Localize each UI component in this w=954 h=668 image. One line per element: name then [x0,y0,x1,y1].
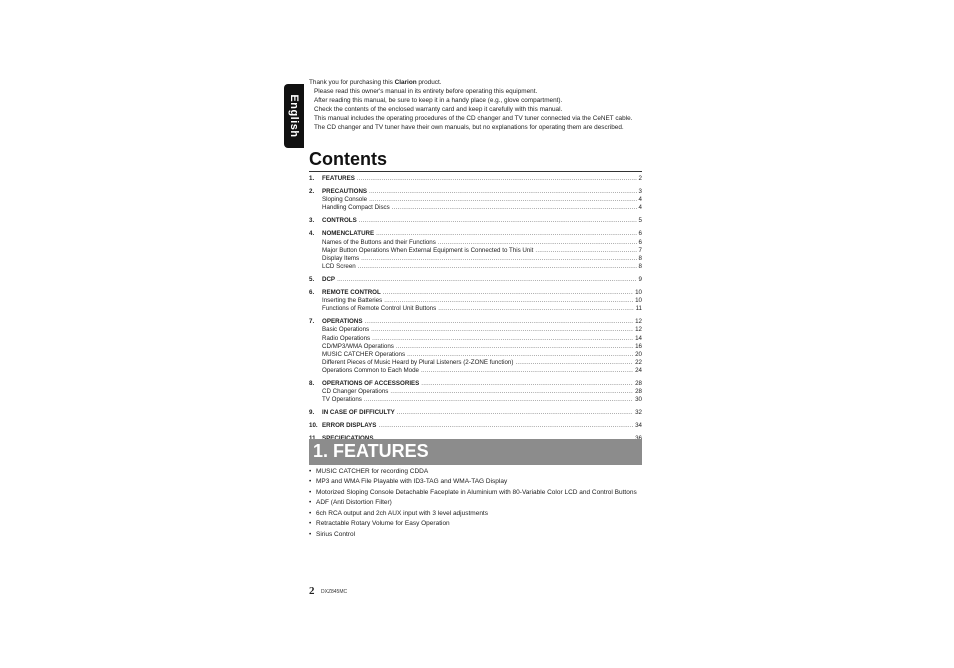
feature-item [309,489,642,498]
intro-line-3: After reading this manual, be sure to keep it in a handy place (e.g., glove compartment). [314,97,563,104]
toc-leader-dots [390,388,633,396]
toc-subentry-page: 7 [638,246,642,254]
toc-subentry-title: Inserting the Batteries [322,297,383,305]
toc-entry-title: OPERATIONS OF ACCESSORIES [322,379,420,387]
toc-subentry[interactable] [309,239,642,247]
toc-entry-number: 2. [309,188,315,196]
toc-leader-dots [438,305,633,313]
toc-subentry[interactable] [309,305,642,313]
intro-text [309,78,644,132]
toc-subentry-title: CD/MP3/WMA Operations [322,342,394,350]
toc-leader-dots [359,217,637,225]
bullet-icon: • [309,478,312,486]
table-of-contents [309,175,642,449]
toc-section [309,289,642,313]
toc-section [309,380,642,404]
toc-leader-dots [357,175,637,183]
toc-section [309,422,642,430]
toc-subentry-page: 4 [638,204,642,212]
toc-subentry-page: 22 [635,358,642,366]
feature-text: ADF (Anti Distortion Filter) [316,499,392,507]
toc-subentry-title: Display Items [322,254,360,262]
toc-subentry[interactable] [309,255,642,263]
toc-subentry[interactable] [309,247,642,255]
toc-subentry-page: 14 [635,334,642,342]
toc-subentry-title: Radio Operations [322,334,371,342]
feature-text: Sirius Control [316,530,356,538]
toc-entry[interactable] [309,318,642,326]
feature-item [309,510,642,519]
toc-leader-dots [364,318,633,326]
toc-entry-title: DCP [322,275,336,283]
toc-leader-dots [438,239,637,247]
toc-leader-dots [372,335,633,343]
toc-entry-page: 12 [635,318,642,326]
toc-subentry[interactable] [309,351,642,359]
toc-entry[interactable] [309,289,642,297]
toc-entry-number: 1. [309,175,315,182]
toc-subentry-page: 16 [635,342,642,350]
toc-entry-page: 5 [638,217,642,225]
bullet-icon: • [309,468,312,475]
toc-subentry-page: 6 [638,238,642,246]
feature-item [309,499,642,508]
intro-line-5: This manual includes the operating procedures of the CD changer and TV tuner connected via the CeNET cable. The CD changer and TV tuner have their own manuals, but no explanations for operating them are described. [314,115,633,131]
toc-leader-dots [407,351,633,359]
bullet-icon: • [309,499,312,507]
features-heading: 1. FEATURES [313,441,429,461]
toc-leader-dots [358,263,637,271]
feature-item [309,531,642,540]
toc-subentry-page: 28 [635,388,642,396]
toc-subentry-title: Different Pieces of Music Heard by Plural Listeners (2-ZONE function) [322,358,514,366]
toc-entry-title: ERROR DISPLAYS [322,422,377,430]
toc-entry-number: 7. [309,318,315,326]
toc-subentry-page: 10 [635,297,642,305]
model-code: DXZ845MC [321,589,348,595]
toc-entry-page: 32 [635,409,642,417]
toc-subentry-title: Major Button Operations When External Equipment is Connected to This Unit [322,246,534,254]
toc-entry-page: 2 [638,175,642,182]
toc-entry[interactable] [309,276,642,284]
toc-entry-number: 4. [309,230,315,238]
toc-entry-page: 34 [635,422,642,430]
toc-section [309,217,642,225]
toc-entry-title: IN CASE OF DIFFICULTY [322,409,395,417]
toc-subentry-title: Functions of Remote Control Unit Buttons [322,305,437,313]
feature-item [309,468,642,477]
toc-subentry-title: CD Changer Operations [322,388,389,396]
bullet-icon: • [309,520,312,528]
toc-subentry-title: Names of the Buttons and their Functions [322,238,436,246]
toc-subentry-page: 8 [638,254,642,262]
toc-leader-dots [361,255,636,263]
toc-entry-title: REMOTE CONTROL [322,289,381,297]
toc-subentry-page: 4 [638,196,642,204]
toc-entry[interactable] [309,409,642,417]
toc-leader-dots [392,204,637,212]
toc-entry-number: 9. [309,409,315,417]
toc-section [309,188,642,212]
intro-line-2: Please read this owner's manual in its entirety before operating this equipment. [314,88,538,95]
toc-entry-title: OPERATIONS [322,318,363,326]
toc-subentry-page: 24 [635,366,642,374]
toc-entry-title: CONTROLS [322,217,357,225]
toc-leader-dots [535,247,636,255]
brand-name: Clarion [394,79,417,86]
toc-leader-dots [421,367,633,375]
toc-entry-title: PRECAUTIONS [322,188,368,196]
toc-subentry[interactable] [309,297,642,305]
toc-entry-title: FEATURES [322,175,355,182]
toc-subentry-page: 8 [638,262,642,270]
toc-section [309,175,642,183]
features-heading-bar [309,439,642,465]
toc-subentry-title: TV Operations [322,396,362,404]
toc-leader-dots [376,230,636,238]
toc-subentry[interactable] [309,388,642,396]
feature-text: Motorized Sloping Console Detachable Faceplate in Aluminium with 80-Variable Color LCD and Control Buttons [316,488,637,496]
toc-entry-number: 10. [309,422,318,430]
toc-subentry-page: 20 [635,350,642,358]
toc-entry-page: 9 [638,275,642,283]
language-tab-label: English [288,94,300,138]
toc-entry[interactable] [309,175,642,183]
toc-leader-dots [384,297,633,305]
bullet-icon: • [309,509,312,517]
toc-leader-dots [369,188,637,196]
toc-entry-number: 8. [309,379,315,387]
toc-subentry[interactable] [309,396,642,404]
toc-subentry[interactable] [309,263,642,271]
toc-subentry-page: 12 [635,326,642,334]
feature-item [309,478,642,487]
page-number: 2 [309,585,315,597]
toc-subentry-title: Handling Compact Discs [322,204,390,212]
toc-leader-dots [383,289,633,297]
intro-thanks: Thank you for purchasing this Clarion product. [309,79,442,86]
toc-subentry[interactable] [309,204,642,212]
toc-leader-dots [421,380,633,388]
toc-entry-page: 3 [638,188,642,196]
toc-subentry[interactable] [309,343,642,351]
toc-entry-number: 5. [309,275,315,283]
feature-item [309,520,642,529]
toc-subentry[interactable] [309,335,642,343]
toc-leader-dots [371,326,633,334]
toc-subentry[interactable] [309,367,642,375]
toc-leader-dots [397,409,633,417]
toc-subentry-title: Operations Common to Each Mode [322,366,419,374]
feature-text: MP3 and WMA File Playable with ID3-TAG and WMA-TAG Display [316,478,508,486]
toc-leader-dots [396,343,633,351]
contents-title: Contents [309,149,387,169]
intro-line-4: Check the contents of the enclosed warranty card and keep it carefully with this manual. [314,106,563,113]
toc-entry-title: NOMENCLATURE [322,230,375,238]
toc-section [309,318,642,375]
toc-leader-dots [515,359,633,367]
contents-divider [309,171,642,172]
toc-subentry[interactable] [309,196,642,204]
feature-text: Retractable Rotary Volume for Easy Operation [316,520,450,528]
toc-entry[interactable] [309,230,642,238]
toc-entry-page: 28 [635,379,642,387]
feature-text: 6ch RCA output and 2ch AUX input with 3 level adjustments [316,509,488,517]
toc-leader-dots [378,422,633,430]
toc-subentry-title: Sloping Console [322,196,368,204]
toc-entry-number: 6. [309,289,315,297]
bullet-icon: • [309,530,312,538]
toc-entry[interactable] [309,188,642,196]
bullet-icon: • [309,488,312,496]
toc-subentry-page: 30 [635,396,642,404]
toc-entry[interactable] [309,380,642,388]
toc-entry[interactable] [309,422,642,430]
toc-leader-dots [337,276,636,284]
features-list [309,468,642,541]
toc-subentry[interactable] [309,359,642,367]
toc-entry[interactable] [309,217,642,225]
toc-section [309,409,642,417]
toc-entry-number: 3. [309,217,315,225]
feature-text: MUSIC CATCHER for recording CDDA [316,468,429,475]
toc-subentry-title: Basic Operations [322,326,370,334]
toc-subentry-page: 11 [635,305,642,313]
toc-leader-dots [364,396,633,404]
language-tab [284,84,304,148]
toc-subentry-title: MUSIC CATCHER Operations [322,350,406,358]
toc-entry-page: 10 [635,289,642,297]
toc-leader-dots [369,196,636,204]
toc-section [309,276,642,284]
toc-section [309,230,642,270]
toc-subentry[interactable] [309,326,642,334]
toc-entry-page: 6 [638,230,642,238]
toc-subentry-title: LCD Screen [322,262,356,270]
